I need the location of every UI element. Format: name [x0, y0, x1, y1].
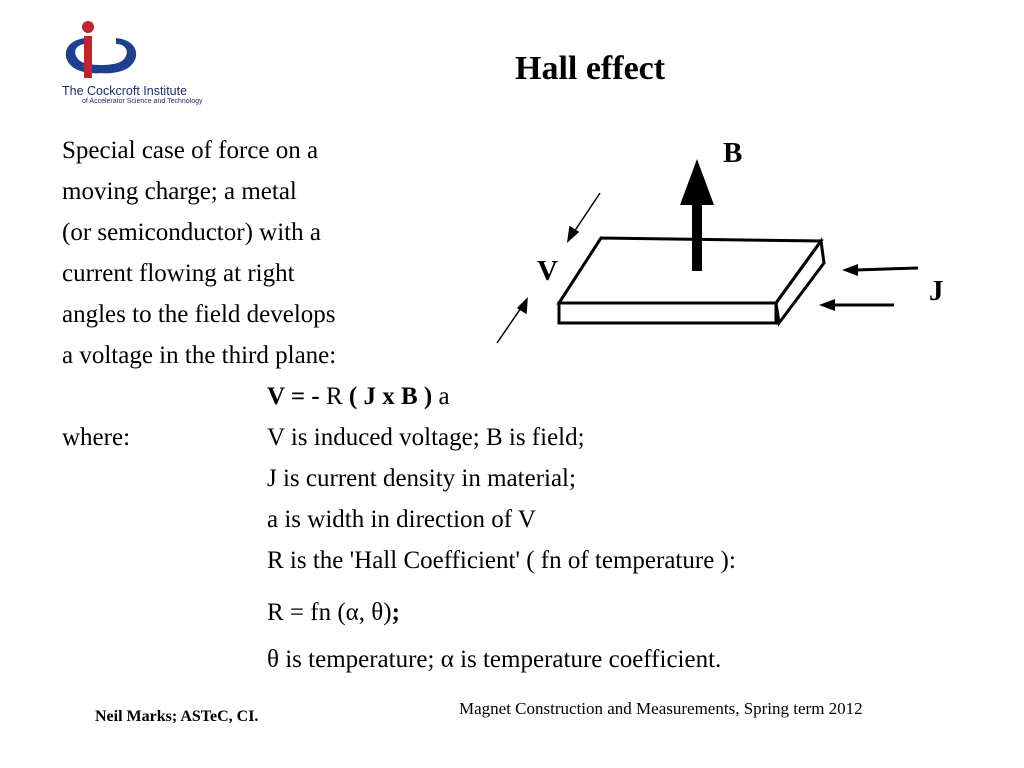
r-equation-text: R = fn (α, θ) [267, 599, 392, 626]
institute-logo [58, 18, 216, 110]
formula-rparen: ) [417, 383, 433, 410]
theta-line: θ is temperature; α is temperature coefficient. [267, 646, 722, 673]
where-label: where: [62, 424, 131, 451]
formula-lparen: ( [348, 383, 364, 410]
logo-subtitle: of Accelerator Science and Technology [82, 98, 203, 105]
b-field-arrow [680, 159, 714, 271]
hall-formula [267, 384, 450, 409]
intro-line: moving charge; a metal [62, 178, 297, 205]
hall-effect-diagram [480, 125, 960, 355]
formula-a: a [432, 383, 450, 410]
r-equation [267, 600, 400, 625]
definition-line: V is induced voltage; B is field; [267, 424, 585, 451]
footer-author: Neil Marks; ASTeC, CI. [95, 708, 259, 725]
formula-j: J [363, 383, 376, 410]
label-j: J [929, 275, 944, 307]
formula-cross: x [375, 383, 401, 410]
intro-line: (or semiconductor) with a [62, 219, 321, 246]
formula-b: B [400, 383, 418, 410]
logo-name: The Cockcroft Institute [62, 84, 188, 98]
formula-r: R [325, 383, 349, 410]
formula-v: V [267, 383, 285, 410]
intro-line: a voltage in the third plane: [62, 342, 337, 369]
slab-front-face [559, 303, 776, 323]
intro-line: current flowing at right [62, 260, 295, 287]
definition-line: R is the 'Hall Coefficient' ( fn of temperature ): [267, 547, 736, 574]
r-equation-semicolon: ; [391, 599, 400, 626]
slab-side-face [776, 241, 824, 323]
label-v: V [537, 255, 558, 287]
label-b: B [723, 137, 743, 169]
intro-line: Special case of force on a [62, 137, 319, 164]
j-current-arrows [819, 264, 918, 311]
intro-line: angles to the field develops [62, 301, 336, 328]
definition-line: a is width in direction of V [267, 506, 536, 533]
definition-line: J is current density in material; [267, 465, 576, 492]
slide-title: Hall effect [515, 50, 666, 87]
footer-course: Magnet Construction and Measurements, Spring term 2012 [459, 699, 863, 718]
formula-equals: = - [284, 383, 326, 410]
